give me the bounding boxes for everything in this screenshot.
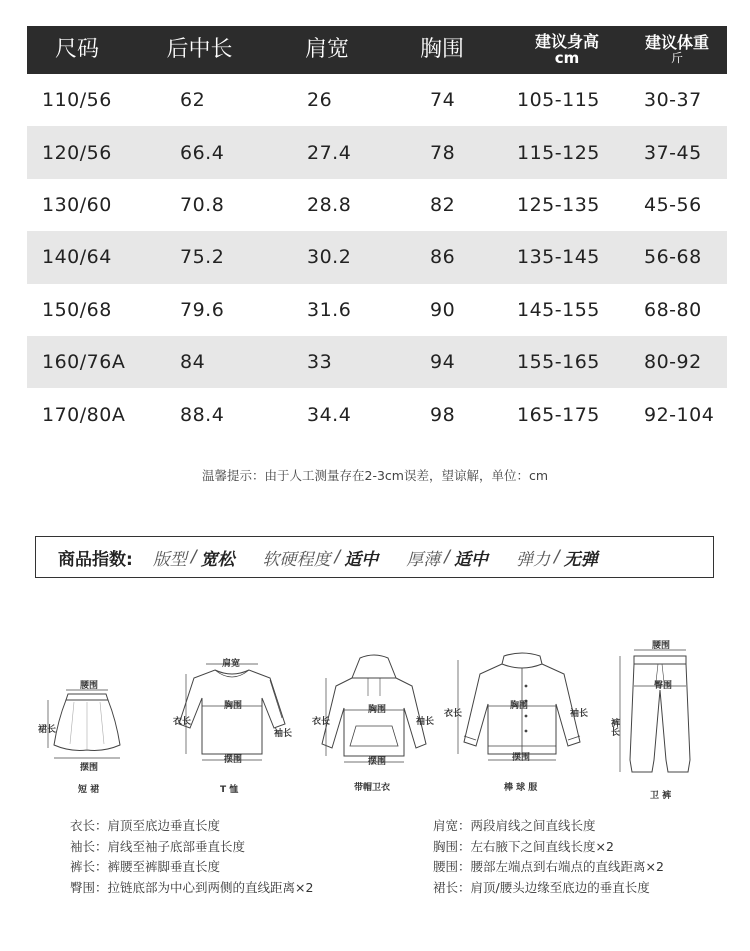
cell-shoulder: 31.6 xyxy=(307,298,352,321)
table-body xyxy=(27,74,727,441)
definition-item: 袖长：肩线至袖子底部垂直长度 xyxy=(70,838,246,854)
cell-size: 130/60 xyxy=(42,193,112,216)
pants-label-waist: 腰围 xyxy=(652,641,671,651)
garment-diagrams xyxy=(0,630,750,800)
cell-height: 145-155 xyxy=(517,298,600,321)
header-size: 尺码 xyxy=(54,37,99,63)
cell-shoulder: 28.8 xyxy=(307,193,352,216)
definition-item: 裤长：裤腰至裤脚垂直长度 xyxy=(70,859,221,874)
index-name-softness: 软硬程度 xyxy=(262,549,331,570)
cell-weight: 37-45 xyxy=(644,141,702,164)
hoodie-label-chest: 胸围 xyxy=(368,705,387,715)
table-row xyxy=(27,388,727,440)
tshirt-label-length: 衣长 xyxy=(173,717,192,727)
index-value-softness: 适中 xyxy=(344,549,379,570)
index-separator: / xyxy=(190,547,197,567)
cell-weight: 68-80 xyxy=(644,298,702,321)
tshirt-caption: T 恤 xyxy=(220,785,239,795)
tshirt-diagram xyxy=(170,654,295,795)
cell-weight: 56-68 xyxy=(644,246,702,269)
tshirt-label-shoulder: 肩宽 xyxy=(222,659,241,669)
definition-item: 肩宽：两段肩线之间直线长度 xyxy=(433,818,596,833)
hoodie-caption: 带帽卫衣 xyxy=(354,783,391,793)
index-name-fit: 版型 xyxy=(152,549,187,570)
cell-size: 170/80A xyxy=(42,403,126,426)
product-index-bar xyxy=(35,536,714,578)
baseball-label-sleeve: 袖长 xyxy=(570,709,589,719)
skirt-label-hem: 摆围 xyxy=(80,763,99,773)
cell-back-length: 66.4 xyxy=(180,141,225,164)
hoodie-diagram xyxy=(312,652,437,793)
index-value-fit: 宽松 xyxy=(200,549,235,570)
baseball-label-length: 衣长 xyxy=(444,709,463,719)
cell-weight: 80-92 xyxy=(644,351,702,374)
cell-height: 115-125 xyxy=(517,141,600,164)
definition-item: 臀围：拉链底部为中心到两侧的直线距离×2 xyxy=(70,879,314,895)
header-weight: 建议体重 斤 xyxy=(644,33,709,66)
cell-shoulder: 34.4 xyxy=(307,403,352,426)
index-separator: / xyxy=(444,547,451,567)
cell-chest: 82 xyxy=(430,193,456,216)
header-shoulder: 肩宽 xyxy=(304,37,349,63)
header-chest: 胸围 xyxy=(419,37,464,63)
tshirt-label-chest: 胸围 xyxy=(224,701,243,711)
header-back-length: 后中长 xyxy=(166,37,233,63)
cell-height: 105-115 xyxy=(517,89,600,112)
definition-item: 衣长：肩顶至底边垂直长度 xyxy=(70,818,221,833)
index-value-elasticity: 无弹 xyxy=(563,549,598,570)
hoodie-label-hem: 摆围 xyxy=(368,757,387,767)
index-value-thickness: 适中 xyxy=(454,549,489,570)
definition-item: 腰围：腰部左端点到右端点的直线距离×2 xyxy=(433,859,664,874)
cell-back-length: 84 xyxy=(180,351,206,374)
cell-back-length: 75.2 xyxy=(180,246,225,269)
cell-shoulder: 30.2 xyxy=(307,246,352,269)
skirt-label-waist: 腰围 xyxy=(80,681,99,691)
cell-back-length: 79.6 xyxy=(180,298,225,321)
product-index-label: 商品指数: xyxy=(58,549,133,570)
cell-shoulder: 33 xyxy=(307,351,333,374)
cell-weight: 45-56 xyxy=(644,193,702,216)
baseball-caption: 棒 球 服 xyxy=(504,783,538,793)
baseball-label-chest: 胸围 xyxy=(510,701,529,711)
cell-size: 110/56 xyxy=(42,89,112,112)
cell-weight: 30-37 xyxy=(644,89,702,112)
cell-size: 140/64 xyxy=(42,246,112,269)
skirt-diagram xyxy=(38,670,135,795)
definition-item: 裙长：肩顶/腰头边缘至底边的垂直长度 xyxy=(433,879,650,895)
cell-height: 155-165 xyxy=(517,351,600,374)
skirt-caption: 短 裙 xyxy=(78,785,100,795)
index-separator: / xyxy=(334,547,341,567)
pants-label-hip: 臀围 xyxy=(654,681,673,691)
measurement-note: 温馨提示：由于人工测量存在2-3cm误差，望谅解，单位：cm xyxy=(201,468,548,483)
cell-chest: 78 xyxy=(430,141,456,164)
cell-shoulder: 26 xyxy=(307,89,333,112)
cell-weight: 92-104 xyxy=(644,403,715,426)
tshirt-label-hem: 摆围 xyxy=(224,755,243,765)
table-row xyxy=(27,74,727,126)
cell-height: 125-135 xyxy=(517,193,600,216)
table-header xyxy=(27,26,727,74)
definitions-left xyxy=(70,816,313,898)
table-row xyxy=(27,231,727,283)
cell-back-length: 62 xyxy=(180,89,206,112)
cell-chest: 86 xyxy=(430,246,456,269)
table-row xyxy=(27,336,727,388)
skirt-label-length: 裙长 xyxy=(38,725,57,735)
cell-chest: 94 xyxy=(430,351,456,374)
cell-chest: 98 xyxy=(430,403,456,426)
pants-label-length: 裤长 xyxy=(609,718,619,736)
cell-chest: 74 xyxy=(430,89,456,112)
index-name-elasticity: 弹力 xyxy=(516,549,551,570)
definitions-right xyxy=(433,816,664,898)
size-table xyxy=(27,26,727,441)
tshirt-label-sleeve: 袖长 xyxy=(274,729,293,739)
table-row xyxy=(27,284,727,336)
pants-icon xyxy=(610,640,705,785)
cell-chest: 90 xyxy=(430,298,456,321)
baseball-jacket-diagram xyxy=(444,646,592,793)
cell-size: 160/76A xyxy=(42,351,126,374)
baseball-label-hem: 摆围 xyxy=(512,753,531,763)
cell-size: 120/56 xyxy=(42,141,112,164)
cell-back-length: 88.4 xyxy=(180,403,225,426)
cell-back-length: 70.8 xyxy=(180,193,225,216)
table-row xyxy=(27,126,727,178)
header-height: 建议身高 cm xyxy=(534,31,599,67)
hoodie-label-length: 衣长 xyxy=(312,717,331,727)
cell-height: 165-175 xyxy=(517,403,600,426)
hoodie-label-sleeve: 袖长 xyxy=(416,717,435,727)
cell-height: 135-145 xyxy=(517,246,600,269)
table-row xyxy=(27,179,727,231)
index-separator: / xyxy=(554,547,560,567)
index-name-thickness: 厚薄 xyxy=(406,549,441,570)
pants-diagram xyxy=(609,640,705,801)
cell-shoulder: 27.4 xyxy=(307,141,352,164)
cell-size: 150/68 xyxy=(42,298,112,321)
definition-item: 胸围：左右腋下之间直线长度×2 xyxy=(433,838,614,854)
pants-caption: 卫 裤 xyxy=(650,791,672,801)
